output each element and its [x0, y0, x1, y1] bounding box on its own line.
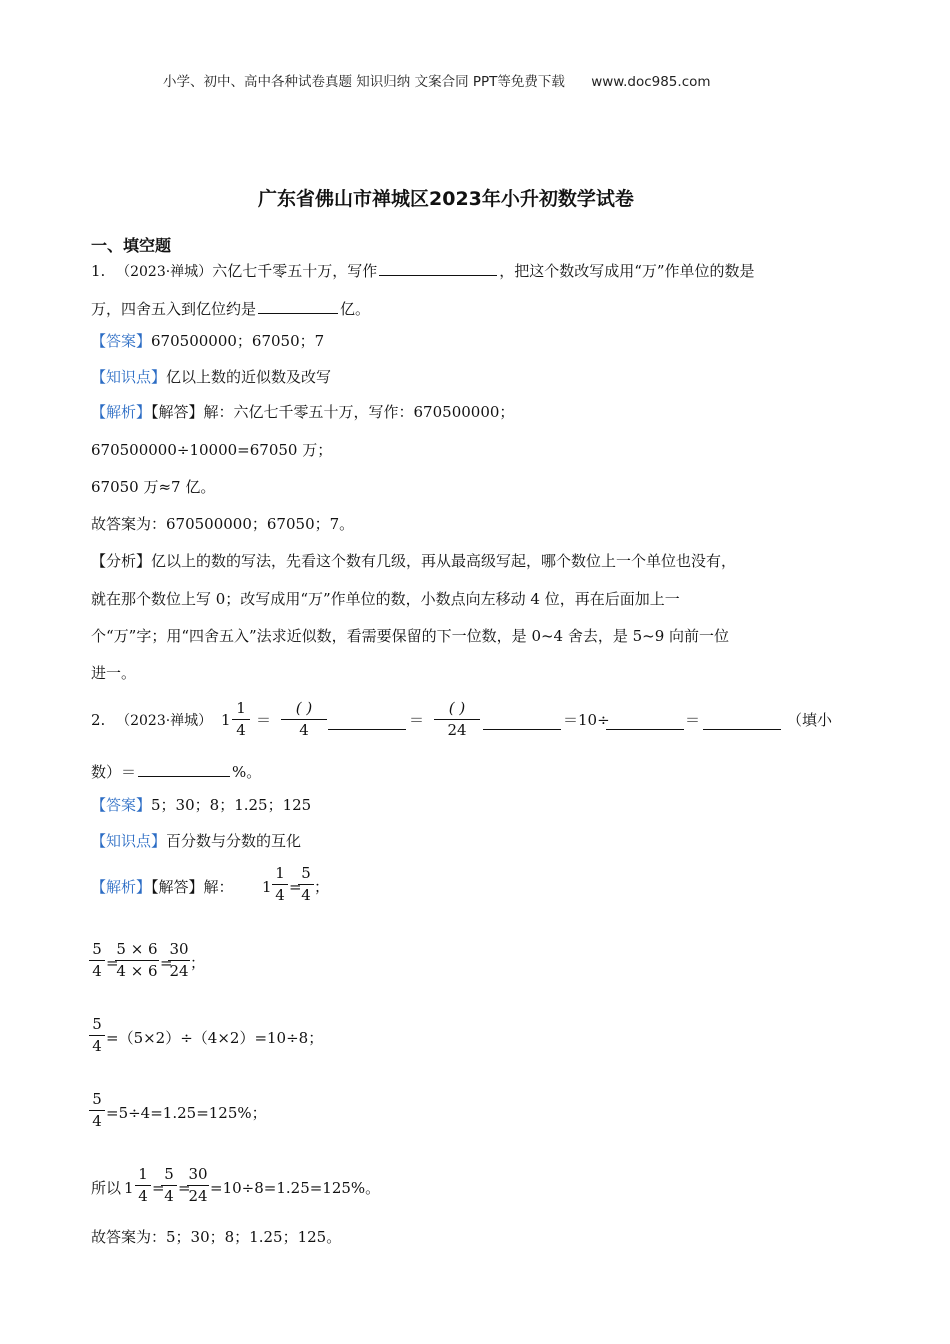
s2-frac-3: [168, 940, 190, 981]
s2-frac-2-num: 5 × 6: [116, 940, 158, 958]
analysis-tag: 【解析】: [91, 403, 152, 421]
q2-fraction-2-den: 4: [299, 721, 309, 739]
q2-blank-1[interactable]: [328, 713, 406, 730]
s5-frac-3: [187, 1165, 209, 1206]
s2-end: ；: [190, 954, 206, 972]
q2-text-b: %。: [232, 763, 262, 781]
q2-eq-1: ＝: [256, 711, 272, 729]
s1-end: ；: [314, 878, 330, 896]
q1-blank-2[interactable]: [258, 297, 338, 314]
s5-eq2: =: [178, 1179, 191, 1197]
q1-step2: 670500000÷10000=67050 万；: [91, 441, 333, 459]
q2-fraction-3-den: 24: [447, 721, 467, 739]
fraction-bar: [89, 1110, 105, 1111]
q2-answer: [91, 795, 311, 815]
s5-whole: 1: [124, 1179, 134, 1197]
fraction-bar: [135, 1185, 151, 1186]
s5-frac-2-num: 5: [164, 1165, 174, 1183]
s5-rest: =10÷8=1.25=125%。: [210, 1179, 381, 1197]
s1-frac-2-den: 4: [301, 886, 311, 904]
s1-frac-2-num: 5: [301, 864, 311, 882]
q1-analysis: [91, 402, 514, 422]
s5-frac-1: [135, 1165, 151, 1206]
page-title: 广东省佛山市禅城区2023年小升初数学试卷: [258, 188, 634, 210]
s2-frac-2: [115, 940, 159, 981]
s4-frac-num: 5: [92, 1090, 102, 1108]
q1-line1: [91, 259, 755, 282]
s4-frac: [89, 1090, 105, 1131]
q2-fraction-1-den: 4: [236, 721, 246, 739]
s2-frac-3-num: 30: [169, 940, 189, 958]
s1-frac-2: [298, 864, 314, 905]
knowledge-text: 百分数与分数的互化: [166, 832, 302, 850]
answer-text: 670500000；67050；7: [151, 332, 325, 350]
fraction-bar: [115, 960, 159, 961]
q2-fraction-1-num: 1: [236, 699, 246, 717]
s1-whole: 1: [262, 878, 272, 896]
s1-eq: =: [289, 878, 302, 896]
q2-text-a: 数）＝: [91, 763, 137, 781]
fraction-bar: [272, 884, 288, 885]
fraction-bar: [434, 719, 480, 720]
site-header: [163, 70, 711, 90]
s2-frac-1: [89, 940, 105, 981]
s5-frac-3-den: 24: [188, 1187, 208, 1205]
q2-eq10: ＝10÷: [563, 711, 610, 729]
knowledge-tag: 【知识点】: [91, 368, 167, 386]
fraction-bar: [187, 1185, 209, 1186]
q1-fenxi-1: 【分析】亿以上的数的写法，先看这个数有几级，再从最高级写起，哪个数位上一个单位也没有，: [91, 552, 737, 570]
fraction-bar: [161, 1185, 177, 1186]
q2-blank-3[interactable]: [606, 713, 684, 730]
knowledge-tag: 【知识点】: [91, 832, 167, 850]
q1-text-b: ，把这个数改写成用“万”作单位的数是: [499, 262, 755, 280]
q1-text-c: 万，四舍五入到亿位约是: [91, 300, 257, 318]
s2-eq2: =: [160, 954, 173, 972]
answer-tag: 【答案】: [91, 796, 152, 814]
s2-frac-1-den: 4: [92, 962, 102, 980]
q2-blank-4[interactable]: [703, 713, 781, 730]
fraction-bar: [298, 884, 314, 885]
fraction-bar: [89, 960, 105, 961]
q2-analysis: [91, 877, 234, 897]
q2-eq-2: ＝: [409, 711, 425, 729]
answer-text: 5；30；8；1.25；125: [151, 796, 312, 814]
s1-frac-1-den: 4: [275, 886, 285, 904]
fraction-bar: [168, 960, 190, 961]
q2-source: （2023·禅城）: [116, 713, 213, 729]
s5-eq: =: [152, 1179, 165, 1197]
analysis-text: 【解答】解：六亿七千零五十万，写作：670500000；: [151, 403, 515, 421]
s5-frac-2-den: 4: [164, 1187, 174, 1205]
s3-frac-den: 4: [92, 1037, 102, 1055]
s2-frac-1-num: 5: [92, 940, 102, 958]
q2-knowledge: [91, 831, 301, 851]
section-heading: 一、填空题: [91, 236, 172, 255]
s1-frac-1: [272, 864, 288, 905]
q1-number: 1.: [91, 262, 106, 280]
s3-frac: [89, 1015, 105, 1056]
q1-step3: 67050 万≈7 亿。: [91, 478, 216, 496]
q1-text-d: 亿。: [340, 300, 371, 318]
s5-frac-2: [161, 1165, 177, 1206]
q2-tail: （填小: [787, 711, 833, 729]
header-url[interactable]: www.doc985.com: [591, 74, 711, 90]
q1-fenxi-2: 就在那个数位上写 0；改写成用“万”作单位的数，小数点向左移动 4 位，再在后面加上一: [91, 590, 680, 608]
fraction-bar: [89, 1035, 105, 1036]
q1-fenxi-3: 个“万”字；用“四舍五入”法求近似数，看需要保留的下一位数，是 0~4 舍去，是 5~9 向前一位: [91, 627, 730, 645]
q2-final: 故答案为：5；30；8；1.25；125。: [91, 1228, 342, 1246]
q2-blank-2[interactable]: [483, 713, 561, 730]
q2-eq-3: ＝: [685, 711, 701, 729]
answer-tag: 【答案】: [91, 332, 152, 350]
s5-frac-3-num: 30: [188, 1165, 208, 1183]
s2-frac-2-den: 4 × 6: [116, 962, 158, 980]
q1-text-a: 六亿七千零五十万，写作: [212, 262, 378, 280]
q2-line2: [91, 760, 261, 782]
q1-fenxi-4: 进一。: [91, 664, 137, 682]
q1-line2: [91, 297, 370, 319]
s5-frac-1-den: 4: [138, 1187, 148, 1205]
q2-fraction-3: [434, 699, 480, 740]
s3-rest: =（5×2）÷（4×2）=10÷8；: [106, 1029, 324, 1047]
s5-pre: 所以: [91, 1179, 122, 1197]
q2-fraction-2-num: ( ): [295, 699, 313, 717]
q2-number-src: [91, 710, 212, 731]
s3-frac-num: 5: [92, 1015, 102, 1033]
q1-source: （2023·禅城）: [116, 264, 213, 280]
s4-rest: =5÷4=1.25=125%；: [106, 1104, 267, 1122]
fraction-bar: [281, 719, 327, 720]
q1-blank-1[interactable]: [379, 259, 497, 276]
analysis-tag: 【解析】: [91, 878, 152, 896]
q2-fraction-3-num: ( ): [448, 699, 466, 717]
q2-fraction-1: [232, 699, 250, 740]
q2-blank-5[interactable]: [138, 760, 230, 777]
q2-whole: 1: [221, 711, 231, 729]
s1-frac-1-num: 1: [275, 864, 285, 882]
s4-frac-den: 4: [92, 1112, 102, 1130]
q2-fraction-2: [281, 699, 327, 740]
q1-final: 故答案为：670500000；67050；7。: [91, 515, 355, 533]
s2-frac-3-den: 24: [169, 962, 189, 980]
q1-answer: [91, 331, 324, 351]
s2-eq: =: [106, 954, 119, 972]
q2-number: 2.: [91, 711, 106, 729]
fraction-bar: [232, 719, 250, 720]
header-text: 小学、初中、高中各种试卷真题 知识归纳 文案合同 PPT等免费下载: [163, 74, 565, 90]
analysis-text: 【解答】解：: [151, 878, 234, 896]
q1-knowledge: [91, 367, 331, 387]
s5-frac-1-num: 1: [138, 1165, 148, 1183]
knowledge-text: 亿以上数的近似数及改写: [166, 368, 332, 386]
